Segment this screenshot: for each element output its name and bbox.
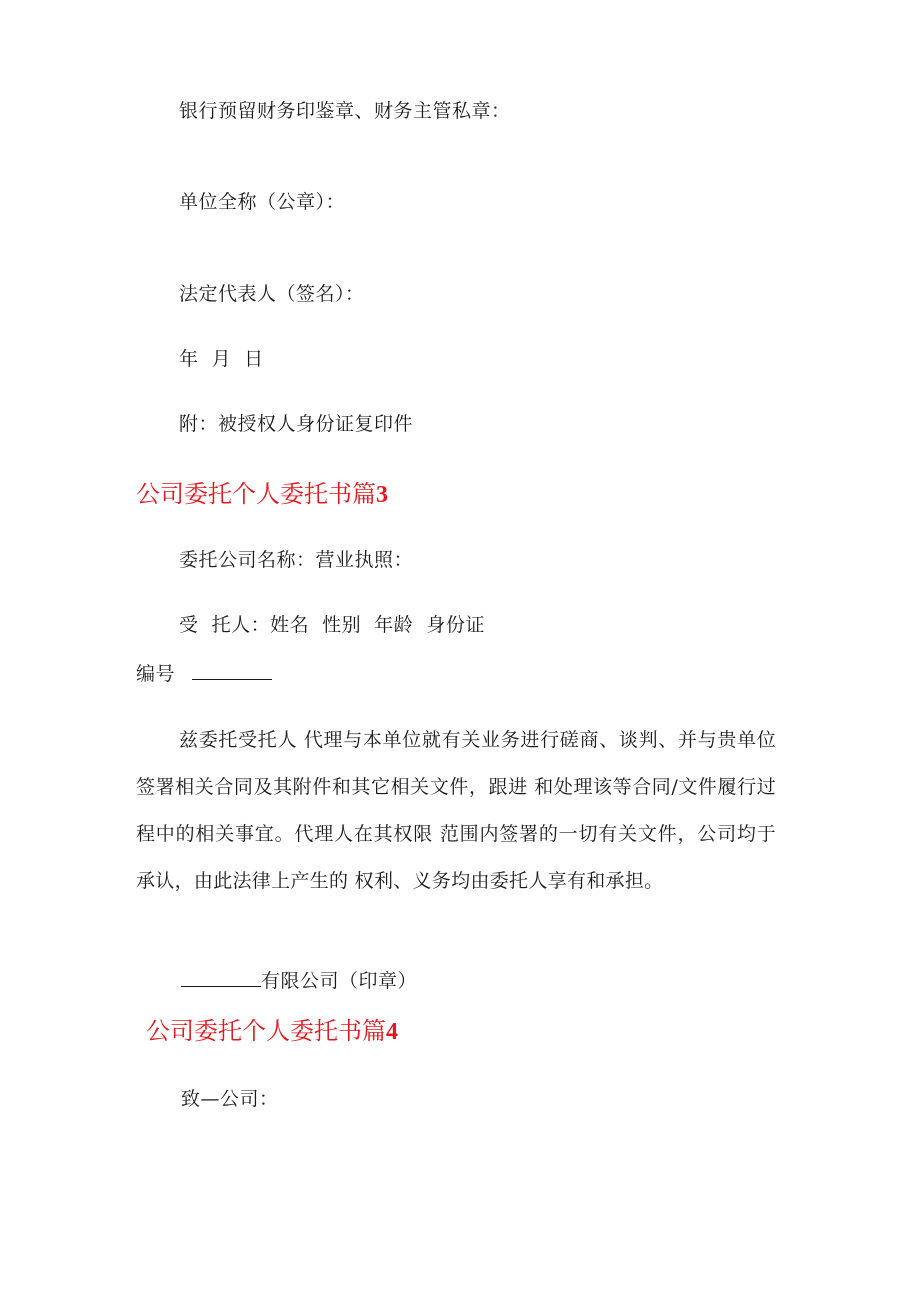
company-seal-line	[181, 968, 417, 993]
trustee-line: 受 托人：姓名 性别 年龄 身份证	[179, 614, 485, 636]
section4-title-text: 公司委托个人委托书篇	[146, 1017, 386, 1045]
section4-title-number: 4	[386, 1019, 398, 1045]
authorization-body: 兹委托受托人 代理与本单位就有关业务进行磋商、谈判、并与贵单位签署相关合同及其附件和其它相关文件，跟进 和处理该等合同/文件履行过程中的相关事宜。代理人在其权限 范围内签署的一切有关文件，公司均于承认，由此法律上产生的 权利、义务均由委托人享有和承担。	[136, 729, 776, 892]
number-blank	[192, 661, 272, 680]
company-seal-label: 有限公司（印章）	[261, 970, 418, 992]
section3-title	[136, 479, 388, 510]
to-company-line: 致—公司：	[181, 1088, 279, 1110]
company-name-blank	[181, 968, 261, 987]
company-name-line: 委托公司名称：营业执照：	[179, 549, 414, 571]
section3-title-number: 3	[376, 482, 388, 508]
legal-rep-line: 法定代表人（签名）：	[179, 283, 365, 305]
section4-title	[146, 1016, 398, 1047]
bank-seal-line: 银行预留财务印鉴章、财务主管私章：	[179, 100, 511, 122]
attachment-line: 附：被授权人身份证复印件	[179, 413, 414, 435]
unit-name-line: 单位全称（公章）：	[179, 191, 346, 213]
number-line	[136, 661, 272, 686]
section3-title-text: 公司委托个人委托书篇	[136, 480, 376, 508]
number-label: 编号	[136, 663, 176, 685]
date-line: 年 月 日	[179, 348, 264, 370]
